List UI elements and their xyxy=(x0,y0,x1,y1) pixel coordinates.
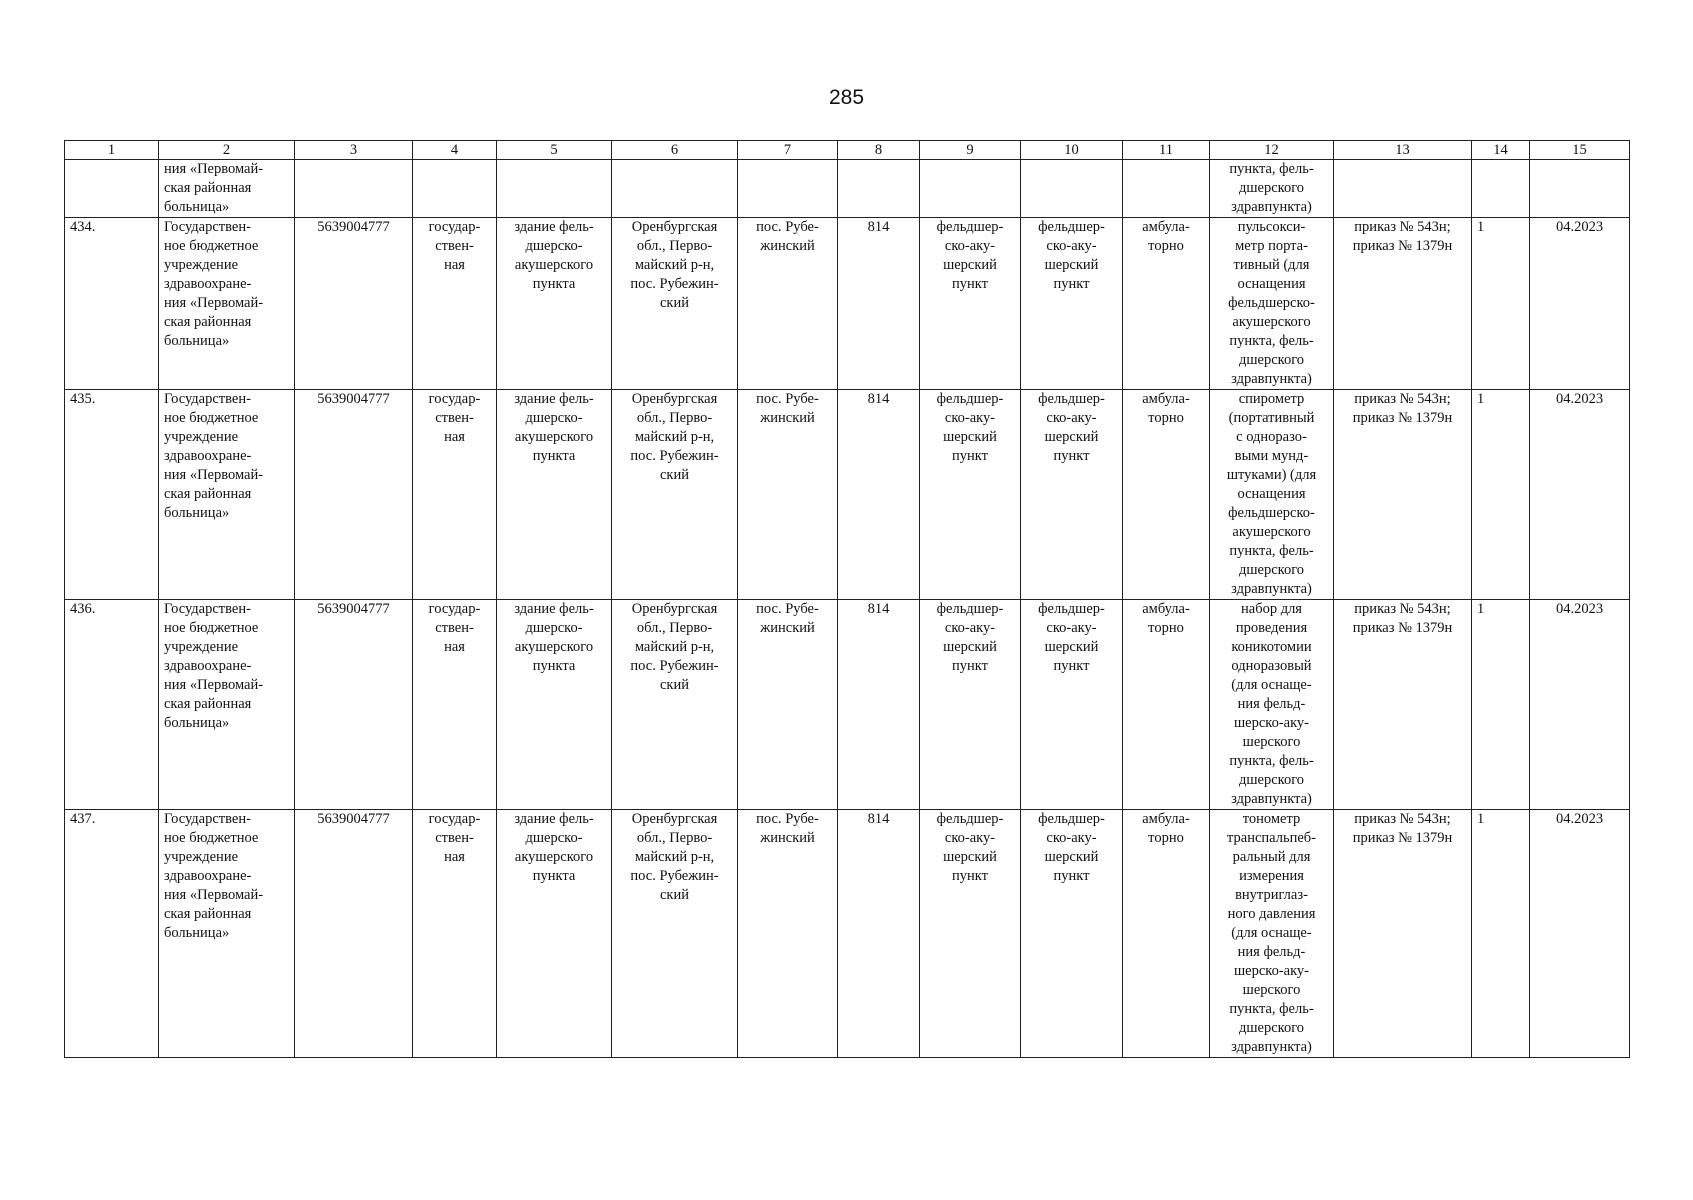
cell-ownership: государ- ствен- ная xyxy=(413,390,497,600)
cell-address: Оренбургская обл., Перво- майский р-н, пос. Рубежин- ский xyxy=(612,218,738,390)
cell-ownership: государ- ствен- ная xyxy=(413,218,497,390)
cell-equipment: пункта, фель- дшерского здравпункта) xyxy=(1210,160,1334,218)
cell-date: 04.2023 xyxy=(1530,810,1630,1058)
cell-empty xyxy=(497,160,612,218)
cell-empty xyxy=(1021,160,1123,218)
page-number: 285 xyxy=(828,86,865,109)
column-number: 2 xyxy=(159,141,295,160)
column-number: 8 xyxy=(838,141,920,160)
column-number: 10 xyxy=(1021,141,1123,160)
cell-organization: Государствен- ное бюджетное учреждение здравоохране- ния «Первомай- ская районная больница» xyxy=(159,218,295,390)
cell-care-type: амбула- торно xyxy=(1123,600,1210,810)
cell-ownership: государ- ствен- ная xyxy=(413,810,497,1058)
cell-care-type: амбула- торно xyxy=(1123,810,1210,1058)
cell-code: 814 xyxy=(838,390,920,600)
cell-settlement: пос. Рубе- жинский xyxy=(738,390,838,600)
cell-organization: Государствен- ное бюджетное учреждение здравоохране- ния «Первомай- ская районная больница» xyxy=(159,810,295,1058)
cell-date: 04.2023 xyxy=(1530,600,1630,810)
column-number: 13 xyxy=(1334,141,1472,160)
equipment-table xyxy=(64,140,1630,1058)
cell-organization: Государствен- ное бюджетное учреждение здравоохране- ния «Первомай- ская районная больница» xyxy=(159,600,295,810)
cell-quantity: 1 xyxy=(1472,810,1530,1058)
cell-unit-name: фельдшер- ско-аку- шерский пункт xyxy=(1021,600,1123,810)
cell-care-type: амбула- торно xyxy=(1123,390,1210,600)
cell-row-number: 436. xyxy=(65,600,159,810)
cell-empty xyxy=(738,160,838,218)
cell-settlement: пос. Рубе- жинский xyxy=(738,810,838,1058)
cell-quantity: 1 xyxy=(1472,218,1530,390)
cell-unit-name: фельдшер- ско-аку- шерский пункт xyxy=(1021,218,1123,390)
cell-order: приказ № 543н; приказ № 1379н xyxy=(1334,218,1472,390)
cell-code: 814 xyxy=(838,810,920,1058)
cell-row-number: 437. xyxy=(65,810,159,1058)
cell-unit-type: фельдшер- ско-аку- шерский пункт xyxy=(920,600,1021,810)
cell-equipment: пульсокси- метр порта- тивный (для оснащения фельдшерско- акушерского пункта, фель- дшерского здравпункта) xyxy=(1210,218,1334,390)
cell-code: 814 xyxy=(838,600,920,810)
cell-building: здание фель- дшерско- акушерского пункта xyxy=(497,218,612,390)
cell-care-type: амбула- торно xyxy=(1123,218,1210,390)
column-number: 6 xyxy=(612,141,738,160)
cell-unit-type: фельдшер- ско-аку- шерский пункт xyxy=(920,390,1021,600)
cell-unit-type: фельдшер- ско-аку- шерский пункт xyxy=(920,810,1021,1058)
cell-unit-type: фельдшер- ско-аку- шерский пункт xyxy=(920,218,1021,390)
cell-unit-name: фельдшер- ско-аку- шерский пункт xyxy=(1021,810,1123,1058)
cell-empty xyxy=(65,160,159,218)
column-number: 5 xyxy=(497,141,612,160)
cell-empty xyxy=(295,160,413,218)
column-number: 14 xyxy=(1472,141,1530,160)
column-number: 4 xyxy=(413,141,497,160)
column-number: 1 xyxy=(65,141,159,160)
cell-inn: 5639004777 xyxy=(295,810,413,1058)
table-row xyxy=(65,390,1630,600)
table-row xyxy=(65,600,1630,810)
cell-address: Оренбургская обл., Перво- майский р-н, пос. Рубежин- ский xyxy=(612,390,738,600)
cell-empty xyxy=(1530,160,1630,218)
continuation-row xyxy=(65,160,1630,218)
cell-settlement: пос. Рубе- жинский xyxy=(738,600,838,810)
cell-empty xyxy=(612,160,738,218)
cell-empty xyxy=(920,160,1021,218)
column-number: 7 xyxy=(738,141,838,160)
cell-settlement: пос. Рубе- жинский xyxy=(738,218,838,390)
cell-code: 814 xyxy=(838,218,920,390)
cell-empty xyxy=(1334,160,1472,218)
cell-order: приказ № 543н; приказ № 1379н xyxy=(1334,390,1472,600)
cell-inn: 5639004777 xyxy=(295,390,413,600)
cell-equipment: набор для проведения коникотомии одноразовый (для оснаще- ния фельд- шерско-аку- шерского пункта, фель- дшерского здравпункта) xyxy=(1210,600,1334,810)
cell-equipment: спирометр (портативный с одноразо- выми мунд- штуками) (для оснащения фельдшерско- акушерского пункта, фель- дшерского здравпункта) xyxy=(1210,390,1334,600)
header-row xyxy=(65,141,1630,160)
cell-ownership: государ- ствен- ная xyxy=(413,600,497,810)
cell-date: 04.2023 xyxy=(1530,390,1630,600)
cell-address: Оренбургская обл., Перво- майский р-н, пос. Рубежин- ский xyxy=(612,810,738,1058)
cell-organization: Государствен- ное бюджетное учреждение здравоохране- ния «Первомай- ская районная больница» xyxy=(159,390,295,600)
cell-address: Оренбургская обл., Перво- майский р-н, пос. Рубежин- ский xyxy=(612,600,738,810)
cell-organization: ния «Первомай- ская районная больница» xyxy=(159,160,295,218)
cell-empty xyxy=(1472,160,1530,218)
column-number: 3 xyxy=(295,141,413,160)
table-row xyxy=(65,810,1630,1058)
column-number: 9 xyxy=(920,141,1021,160)
column-number: 15 xyxy=(1530,141,1630,160)
cell-empty xyxy=(413,160,497,218)
cell-quantity: 1 xyxy=(1472,600,1530,810)
cell-date: 04.2023 xyxy=(1530,218,1630,390)
cell-order: приказ № 543н; приказ № 1379н xyxy=(1334,810,1472,1058)
cell-row-number: 435. xyxy=(65,390,159,600)
table-row xyxy=(65,218,1630,390)
cell-order: приказ № 543н; приказ № 1379н xyxy=(1334,600,1472,810)
cell-building: здание фель- дшерско- акушерского пункта xyxy=(497,600,612,810)
cell-building: здание фель- дшерско- акушерского пункта xyxy=(497,390,612,600)
cell-quantity: 1 xyxy=(1472,390,1530,600)
cell-unit-name: фельдшер- ско-аку- шерский пункт xyxy=(1021,390,1123,600)
column-number: 12 xyxy=(1210,141,1334,160)
column-number: 11 xyxy=(1123,141,1210,160)
cell-inn: 5639004777 xyxy=(295,600,413,810)
cell-inn: 5639004777 xyxy=(295,218,413,390)
cell-building: здание фель- дшерско- акушерского пункта xyxy=(497,810,612,1058)
cell-row-number: 434. xyxy=(65,218,159,390)
cell-empty xyxy=(1123,160,1210,218)
cell-equipment: тонометр транспальпеб- ральный для измерения внутриглаз- ного давления (для оснаще- ния фельд- шерско-аку- шерского пункта, фель- дшерского здравпункта) xyxy=(1210,810,1334,1058)
cell-empty xyxy=(838,160,920,218)
